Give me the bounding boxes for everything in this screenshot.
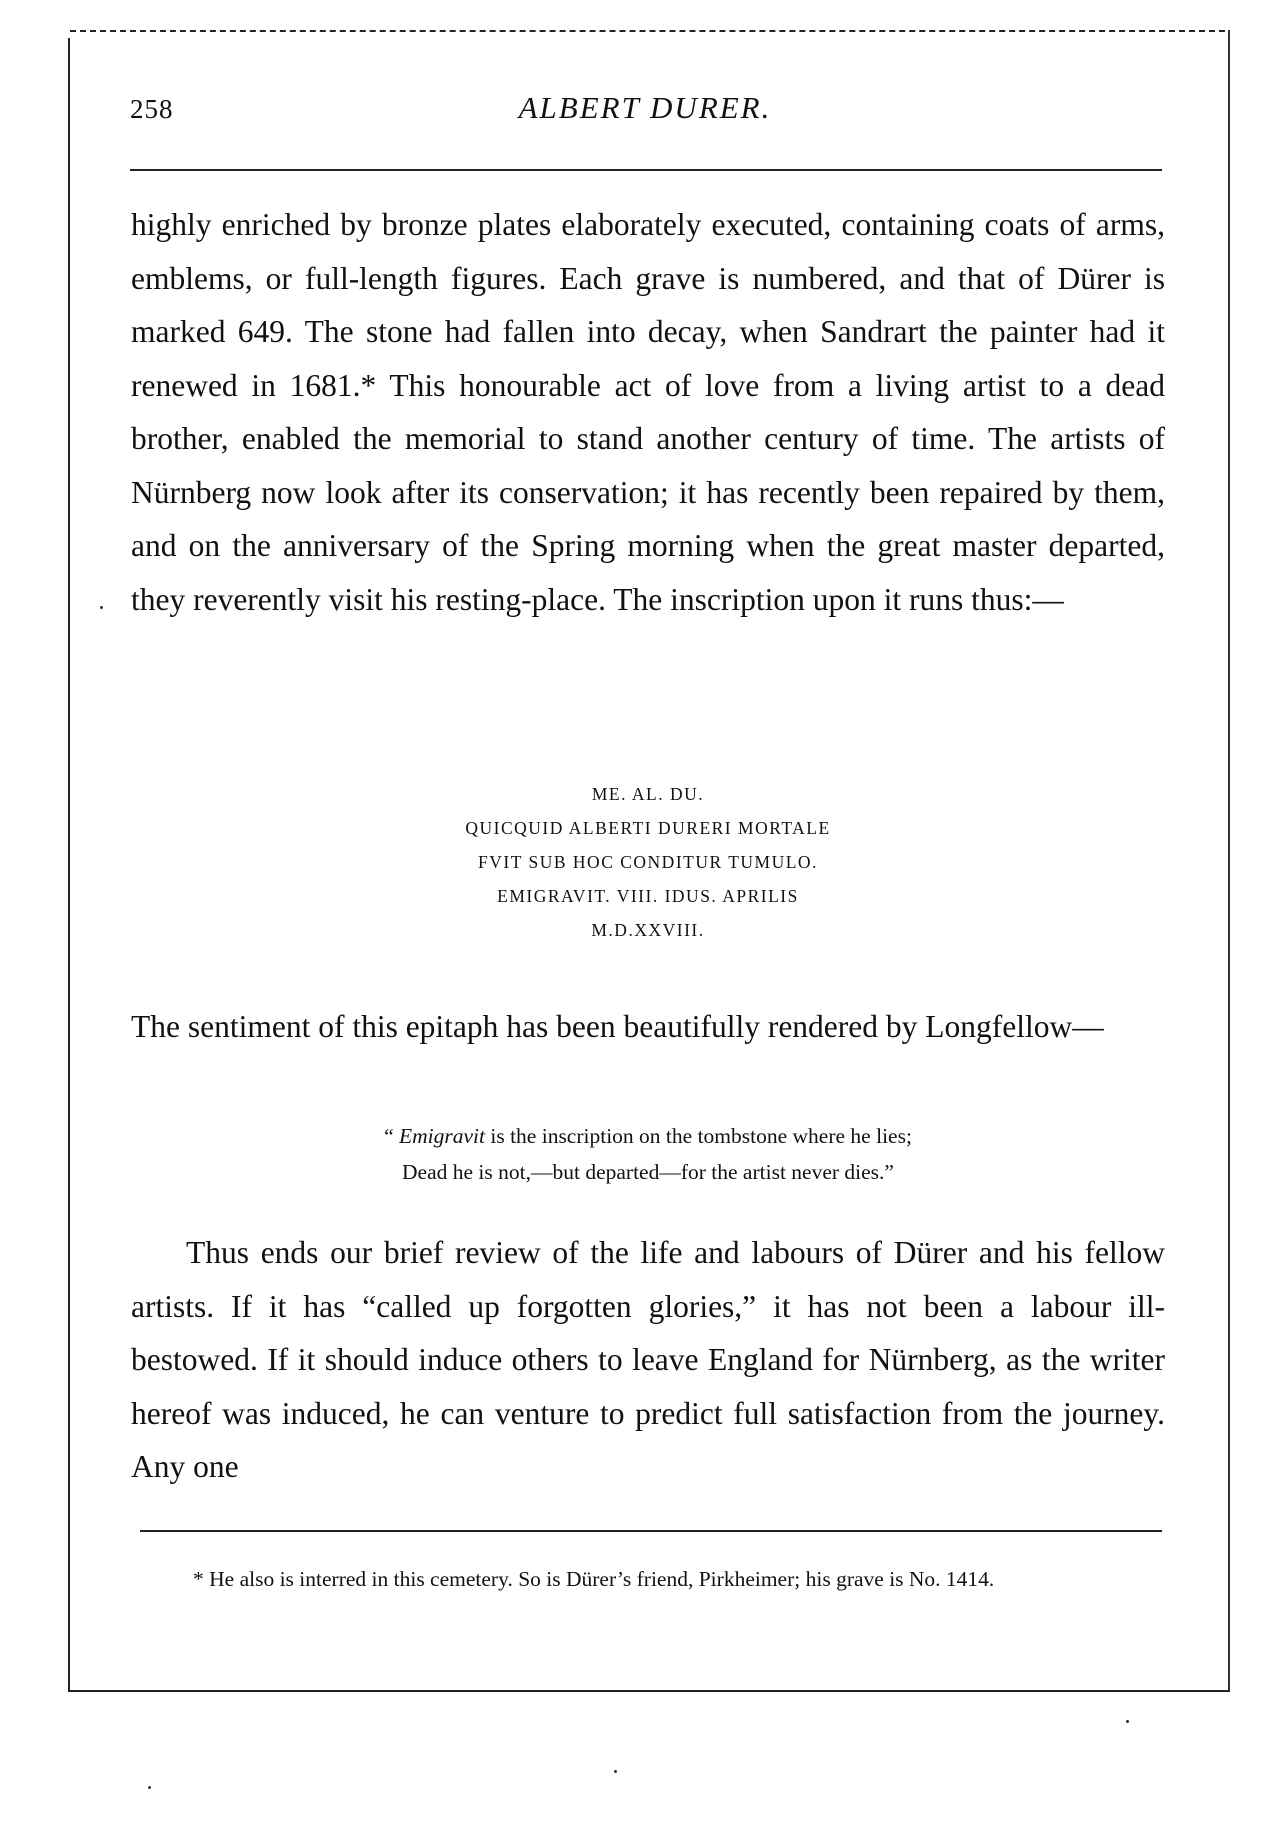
body-paragraph-3 (131, 1226, 1165, 1494)
page-border-top (70, 30, 1225, 32)
running-title: ALBERT DURER. (518, 90, 772, 125)
body-paragraph-1 (131, 198, 1165, 626)
paragraph-text: The sentiment of this epitaph has been beautifully rendered by Longfellow— (131, 1009, 1104, 1044)
epitaph-line: ME. AL. DU. (591, 784, 705, 804)
poem-line-1-rest: is the inscription on the tombstone where he lies; (484, 1124, 912, 1148)
scan-speck (100, 606, 103, 609)
scan-speck (148, 1786, 151, 1789)
epitaph-inscription (131, 777, 1165, 947)
epitaph-line: FVIT SUB HOC CONDITUR TUMULO. (478, 852, 818, 872)
body-paragraph-2 (131, 1000, 1165, 1054)
paragraph-text: highly enriched by bronze plates elaborately executed, containing coats of arms, emblems, or full-length figures. Each grave is numbered, and that of Dürer is marked 649. The stone had fallen into decay, when Sandrart the painter had it renewed in 1681.* This honourable act of love from a living artist to a dead brother, enabled the memorial to stand another century of time. The artists of Nürnberg now look after its conservation; it has recently been repaired by them, and on the anniversary of the Spring morning when the great master departed, they reverently visit his resting-place. The inscription upon it runs thus:— (131, 207, 1165, 617)
footnote-text: * He also is interred in this cemetery. So is Dürer’s friend, Pirkheimer; his grave is No. 1414. (193, 1567, 995, 1591)
longfellow-quote (131, 1118, 1165, 1190)
page-border-right (1228, 30, 1230, 1690)
scan-speck (614, 1770, 617, 1773)
poem-line-2: Dead he is not,—but departed—for the artist never dies.” (402, 1160, 894, 1184)
footnote-rule (140, 1530, 1162, 1532)
epitaph-line: EMIGRAVIT. VIII. IDUS. APRILIS (497, 886, 799, 906)
epitaph-line: M.D.XXVIII. (591, 920, 705, 940)
paragraph-text: Thus ends our brief review of the life and labours of Dürer and his fellow artists. If it has “called up forgotten glories,” it has not been a labour ill-bestowed. If it should induce others to leave England for Nürnberg, as the writer hereof was induced, he can venture to predict full satisfaction from the journey. Any one (131, 1235, 1165, 1484)
poem-line-1 (131, 1118, 1165, 1154)
header-rule (130, 169, 1162, 171)
page-border-left (68, 38, 70, 1690)
open-quote: “ (384, 1124, 399, 1148)
page-number: 258 (130, 94, 174, 124)
page-border-bottom (68, 1690, 1230, 1692)
footnote (131, 1560, 1165, 1598)
epitaph-line: QUICQUID ALBERTI DURERI MORTALE (465, 818, 831, 838)
scan-speck (1126, 1720, 1129, 1723)
italic-word: Emigravit (398, 1124, 485, 1148)
page-header (130, 90, 1160, 134)
